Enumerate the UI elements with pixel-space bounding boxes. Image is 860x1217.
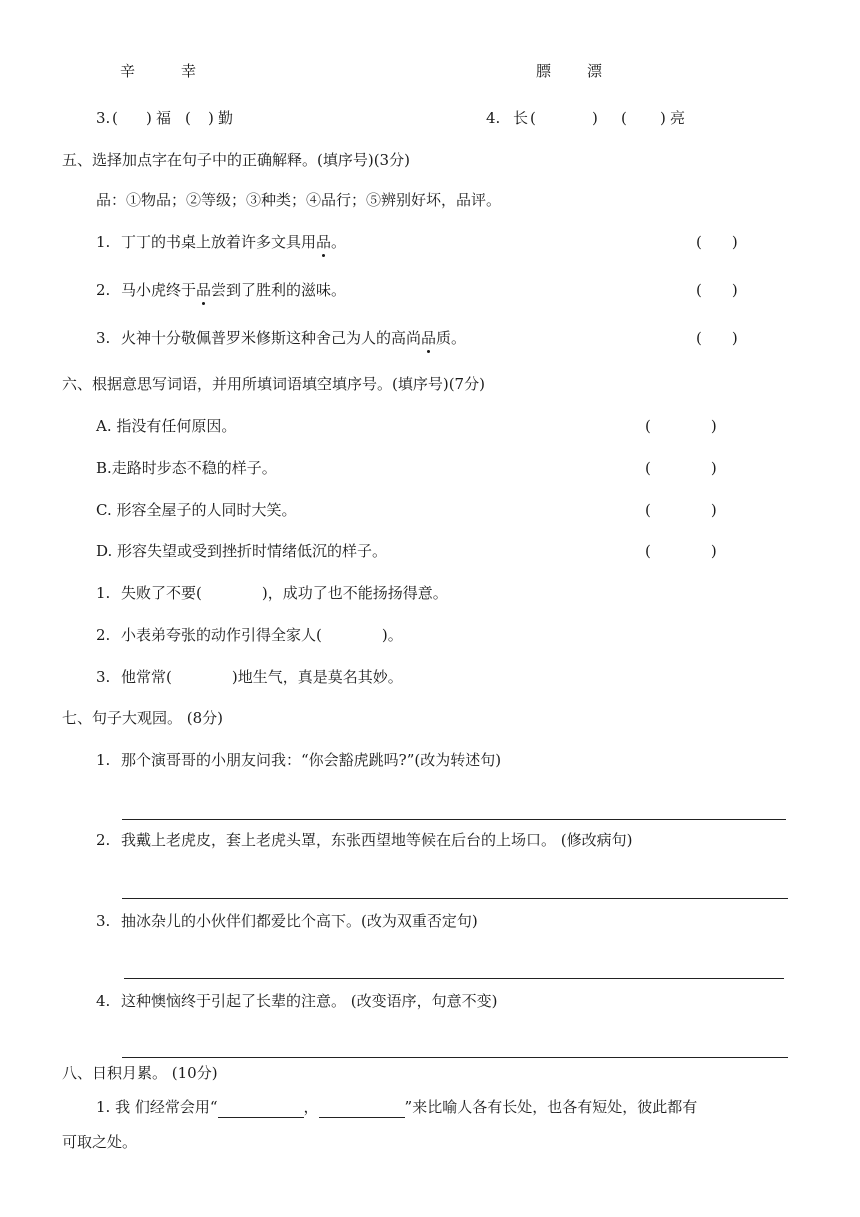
comma: ， [303, 1098, 319, 1116]
sentence: 马小虎终于品尝到了胜利的滋味。 [121, 281, 347, 299]
meaning-b: B.走路时步态不稳的样子。 [96, 459, 277, 477]
sentence-7-1: 那个演哥哥的小朋友问我：“你会豁虎跳吗?”(改为转述句) [121, 751, 502, 769]
open-paren: ( [112, 109, 118, 127]
item-number: 2. [96, 281, 111, 299]
item-number: 1. [96, 584, 111, 602]
char-pair-left-1: 辛 [120, 62, 136, 80]
item-number: 1. [96, 1098, 111, 1116]
definitions-line: 品：①物品；②等级；③种类；④品行；⑤辨别好坏，品评。 [96, 191, 502, 209]
answer-line-4[interactable] [122, 1057, 788, 1058]
answer-blank-a[interactable]: ( ) [645, 417, 717, 435]
item-number: 2. [96, 626, 111, 644]
given-char: 长 [513, 109, 529, 127]
close-paren: ) [592, 109, 598, 127]
idiom-blank-2[interactable] [319, 1097, 405, 1118]
answer-line-3[interactable] [124, 978, 784, 979]
answer-line-1[interactable] [122, 819, 786, 820]
section-6-heading: 六、根据意思写词语，并用所填词语填空填序号。(填序号)(7分) [62, 375, 485, 393]
item-number: 3. [96, 668, 111, 686]
answer-line-2[interactable] [122, 898, 788, 899]
sentence: 火神十分敬佩普罗米修斯这种舍己为人的高尚品质。 [121, 329, 467, 347]
open-paren: ( [185, 109, 191, 127]
char-pair-right-2: 漂 [587, 62, 603, 80]
item-number: 3. [96, 329, 111, 347]
item-number: 3. [96, 912, 111, 930]
close-paren: ) [208, 109, 214, 127]
dotted-char: 品 [316, 233, 332, 251]
section-8-heading: 八、日积月累。 (10分) [62, 1064, 218, 1082]
item-number: 2. [96, 831, 111, 849]
sentence-part-1: 我 们经常会用“ [115, 1098, 218, 1116]
answer-blank[interactable]: ( ) [696, 233, 738, 251]
dotted-char: 品 [196, 281, 212, 299]
answer-blank-c[interactable]: ( ) [645, 501, 717, 519]
fill-sentence-3: 他常常( )地生气，真是莫名其妙。 [121, 668, 403, 686]
sentence: 丁丁的书桌上放着许多文具用品。 [121, 233, 347, 251]
fill-sentence-2: 小表弟夸张的动作引得全家人( )。 [121, 626, 403, 644]
section-5-heading: 五、选择加点字在句子中的正确解释。(填序号)(3分) [62, 151, 410, 169]
section-7-heading: 七、句子大观园。 (8分) [62, 709, 224, 727]
open-paren: ( [621, 109, 627, 127]
sentence-continuation: 可取之处。 [62, 1133, 138, 1151]
meaning-c: C. 形容全屋子的人同时大笑。 [96, 501, 297, 519]
question-8-1 [96, 1097, 697, 1118]
answer-blank-d[interactable]: ( ) [645, 542, 717, 560]
char-pair-left-2: 幸 [181, 62, 197, 80]
given-char: 亮 [670, 109, 686, 127]
open-paren: ( [530, 109, 536, 127]
close-paren: ) [146, 109, 152, 127]
sentence-7-4: 这种懊恼终于引起了长辈的注意。 (改变语序，句意不变) [121, 992, 498, 1010]
answer-blank[interactable]: ( ) [696, 281, 738, 299]
item-number: 4. [96, 992, 111, 1010]
answer-blank[interactable]: ( ) [696, 329, 738, 347]
given-char: 勤 [218, 109, 234, 127]
meaning-d: D. 形容失望或受到挫折时情绪低沉的样子。 [96, 542, 388, 560]
dotted-char: 品 [421, 329, 437, 347]
fill-sentence-1: 失败了不要( )，成功了也不能扬扬得意。 [121, 584, 448, 602]
item-number: 4. [486, 109, 501, 127]
answer-blank-b[interactable]: ( ) [645, 459, 717, 477]
item-number: 1. [96, 751, 111, 769]
item-number: 1. [96, 233, 111, 251]
sentence-7-2: 我戴上老虎皮，套上老虎头罩，东张西望地等候在后台的上场口。 (修改病句) [121, 831, 633, 849]
sentence-part-2: ”来比喻人各有长处，也各有短处，彼此都有 [404, 1098, 698, 1116]
char-pair-right-1: 膘 [536, 62, 552, 80]
close-paren: ) [660, 109, 666, 127]
idiom-blank-1[interactable] [218, 1097, 304, 1118]
sentence-7-3: 抽冰杂儿的小伙伴们都爱比个高下。(改为双重否定句) [121, 912, 478, 930]
meaning-a: A. 指没有任何原因。 [96, 417, 237, 435]
item-number: 3. [96, 109, 111, 127]
given-char: 福 [156, 109, 172, 127]
